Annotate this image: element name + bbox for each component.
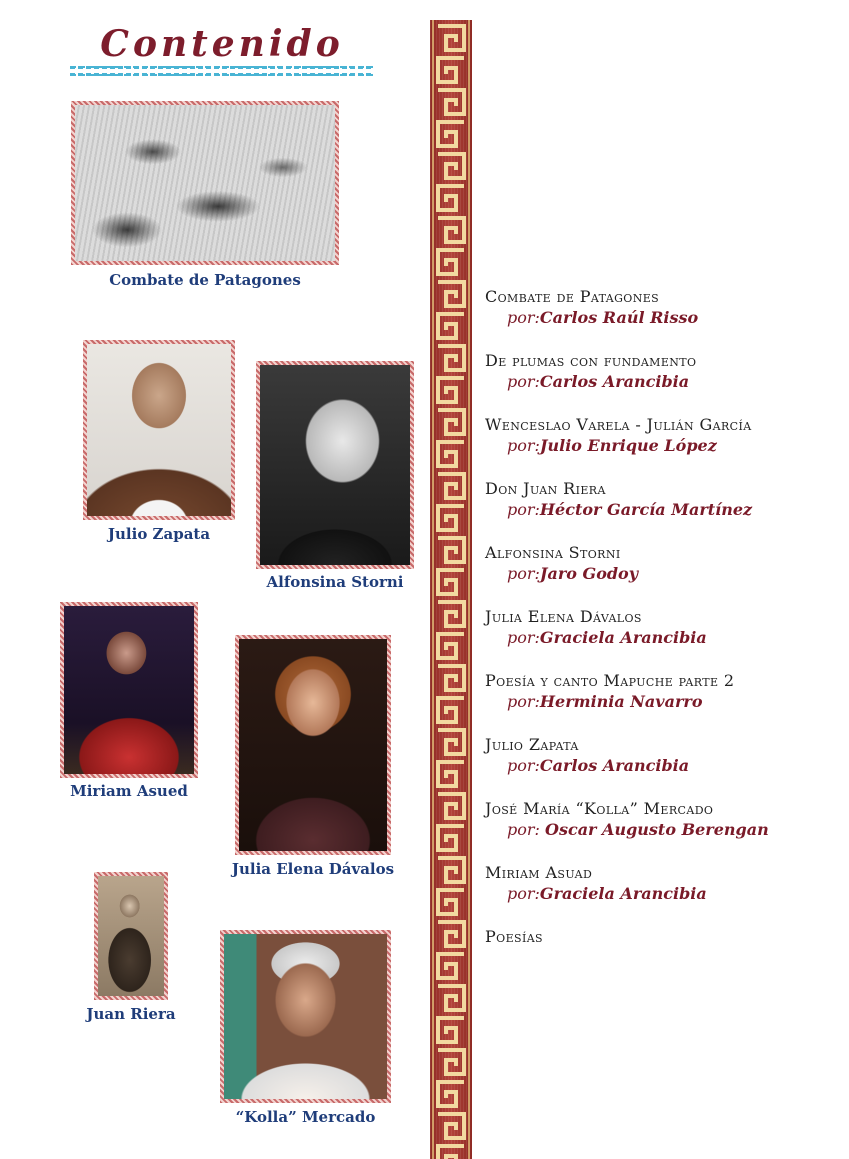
toc-author-line bbox=[485, 627, 835, 650]
toc-author-line bbox=[485, 563, 835, 586]
portrait-julio-zapata bbox=[87, 344, 231, 516]
caption-kolla-mercado: “Kolla” Mercado bbox=[235, 1108, 376, 1126]
toc-author-name: Julio Enrique López bbox=[539, 436, 717, 455]
toc-author-line bbox=[485, 883, 835, 906]
toc-author-line bbox=[485, 371, 835, 394]
toc-author-line bbox=[485, 307, 835, 330]
toc-entry[interactable] bbox=[485, 607, 835, 671]
toc-author-name: Jaro Godoy bbox=[539, 564, 639, 583]
table-of-contents bbox=[485, 287, 835, 991]
toc-por-label: por: bbox=[507, 500, 540, 519]
decorative-woven-band bbox=[430, 20, 472, 1159]
toc-entry[interactable] bbox=[485, 351, 835, 415]
toc-entry[interactable] bbox=[485, 863, 835, 927]
toc-por-label: por: bbox=[507, 884, 540, 903]
toc-entry[interactable] bbox=[485, 479, 835, 543]
photo-alfonsina-storni bbox=[256, 361, 414, 569]
caption-julio-zapata: Julio Zapata bbox=[107, 525, 211, 543]
caption-alfonsina-storni: Alfonsina Storni bbox=[266, 573, 404, 591]
caption-juan-riera: Juan Riera bbox=[86, 1005, 176, 1023]
toc-title: Poesías bbox=[485, 927, 543, 946]
toc-title: Miriam Asuad bbox=[485, 863, 593, 882]
toc-author-name: Héctor García Martínez bbox=[539, 500, 753, 519]
toc-author-line bbox=[485, 435, 835, 458]
toc-por-label: por: bbox=[507, 564, 540, 583]
toc-entry[interactable] bbox=[485, 287, 835, 351]
toc-title: Julio Zapata bbox=[485, 735, 579, 754]
portrait-miriam-asued bbox=[64, 606, 194, 774]
photo-julia-elena-davalos bbox=[235, 635, 391, 855]
toc-author-name: Carlos Arancibia bbox=[539, 756, 690, 775]
toc-por-label: por: bbox=[507, 756, 540, 775]
toc-title: Don Juan Riera bbox=[485, 479, 606, 498]
toc-por-label: por: bbox=[507, 692, 540, 711]
photo-kolla-mercado bbox=[220, 930, 391, 1103]
toc-title: Alfonsina Storni bbox=[485, 543, 621, 562]
toc-title: De plumas con fundamento bbox=[485, 351, 697, 370]
page-title: Contenido bbox=[100, 23, 344, 65]
caption-julia-elena-davalos: Julia Elena Dávalos bbox=[231, 860, 395, 878]
toc-por-label: por: bbox=[507, 372, 540, 391]
toc-title: Wenceslao Varela - Julián García bbox=[485, 415, 752, 434]
toc-por-label: por: bbox=[507, 436, 540, 455]
caption-miriam-asued: Miriam Asued bbox=[70, 782, 188, 800]
toc-author-line bbox=[485, 499, 835, 522]
toc-entry[interactable] bbox=[485, 799, 835, 863]
photo-julio-zapata bbox=[83, 340, 235, 520]
toc-author-line bbox=[485, 691, 835, 714]
toc-author-name: Carlos Arancibia bbox=[539, 372, 690, 391]
toc-title: Poesía y canto Mapuche parte 2 bbox=[485, 671, 735, 690]
battle-illustration bbox=[75, 105, 335, 261]
toc-por-label: por: bbox=[507, 308, 540, 327]
toc-author-name: Herminia Navarro bbox=[539, 692, 703, 711]
toc-author-name: Oscar Augusto Berengan bbox=[545, 820, 769, 839]
toc-author-line bbox=[485, 755, 835, 778]
photo-miriam-asued bbox=[60, 602, 198, 778]
toc-title: José María “Kolla” Mercado bbox=[485, 799, 714, 818]
toc-entry[interactable] bbox=[485, 671, 835, 735]
toc-por-label: por: bbox=[507, 628, 540, 647]
toc-entry[interactable] bbox=[485, 543, 835, 607]
portrait-kolla-mercado bbox=[224, 934, 387, 1099]
toc-entry[interactable] bbox=[485, 415, 835, 479]
photo-combate-de-patagones bbox=[71, 101, 339, 265]
toc-author-line bbox=[485, 819, 835, 842]
greek-key-pattern-icon bbox=[430, 20, 472, 1159]
toc-por-label: por: bbox=[507, 820, 545, 839]
toc-entry[interactable] bbox=[485, 735, 835, 799]
title-underline bbox=[70, 66, 374, 76]
toc-author-name: Graciela Arancibia bbox=[539, 884, 707, 903]
toc-author-name: Graciela Arancibia bbox=[539, 628, 707, 647]
caption-combate-de-patagones: Combate de Patagones bbox=[109, 271, 301, 289]
toc-title: Julia Elena Dávalos bbox=[485, 607, 642, 626]
toc-author-name: Carlos Raúl Risso bbox=[539, 308, 699, 327]
toc-title: Combate de Patagones bbox=[485, 287, 660, 306]
portrait-juan-riera bbox=[98, 876, 164, 996]
toc-entry[interactable] bbox=[485, 927, 835, 991]
portrait-alfonsina-storni bbox=[260, 365, 410, 565]
portrait-julia-elena-davalos bbox=[239, 639, 387, 851]
photo-juan-riera bbox=[94, 872, 168, 1000]
